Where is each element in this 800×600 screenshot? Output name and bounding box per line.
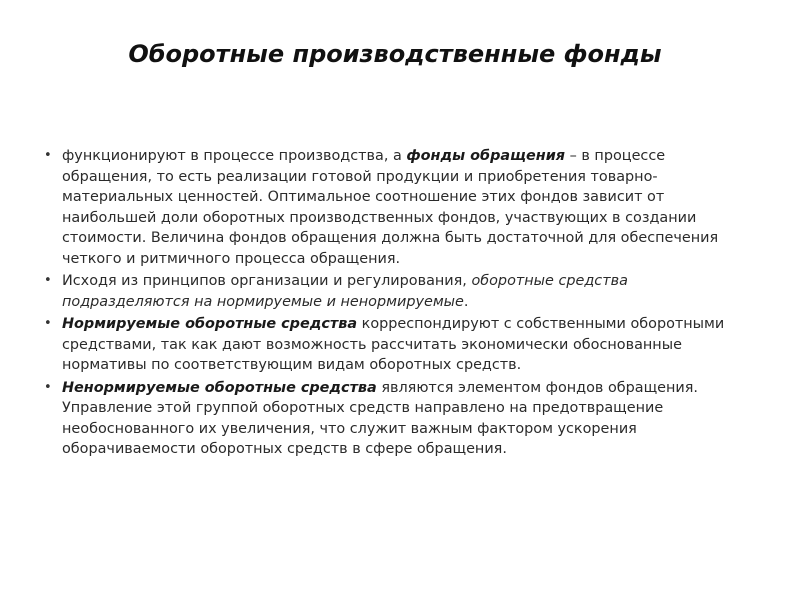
bullet-text: – в процессе обращения, то есть реализации готовой продукции и приобретения товарно-материальных ценностей. Оптимальное соотношение этих фондов зависит от наибольшей доли оборотных производственных фондов, участвующих в создании стоимости. Величина фондов обращения должна быть достаточной для обеспечения четкого и ритмичного процесса обращения. [62,148,719,267]
bullet-item-1 [44,146,754,269]
bullet-item-3 [44,314,754,376]
bullet-text: корреспондируют с собственными оборотными средствами, так как дают возможность рассчитать экономически обоснованные нормативы по соответствующим видам оборотных средств. [62,316,725,373]
bullet-list [44,146,754,462]
term-normiruemye: Нормируемые оборотные средства [62,316,358,332]
bullet-dot-icon: • [44,379,52,395]
term-fondy-obrashcheniya: фонды обращения [406,148,566,164]
bullet-text: функционируют в процессе производства, а [62,148,407,164]
bullet-item-2 [44,271,754,312]
bullet-dot-icon: • [44,273,52,288]
bullet-text: . [463,293,469,310]
slide-title: Оборотные производственные фонды [128,40,662,68]
bullet-dot-icon: • [44,148,52,163]
italic-phrase: оборотные средства подразделяются на нормируемые и ненормируемые [62,273,628,310]
bullet-text: Исходя из принципов организации и регулирования, [62,273,472,289]
bullet-text: являются элементом фондов обращения. Управление этой группой оборотных средств направлено на предотвращение необоснованного их увеличения, что служит важным фактором ускорения оборачиваемости оборотных средств в сфере обращения. [62,379,699,457]
bullet-dot-icon: • [44,316,52,331]
bullet-item-4 [44,378,754,460]
term-nenormiruemye: Ненормируемые оборотные средства [62,379,377,396]
